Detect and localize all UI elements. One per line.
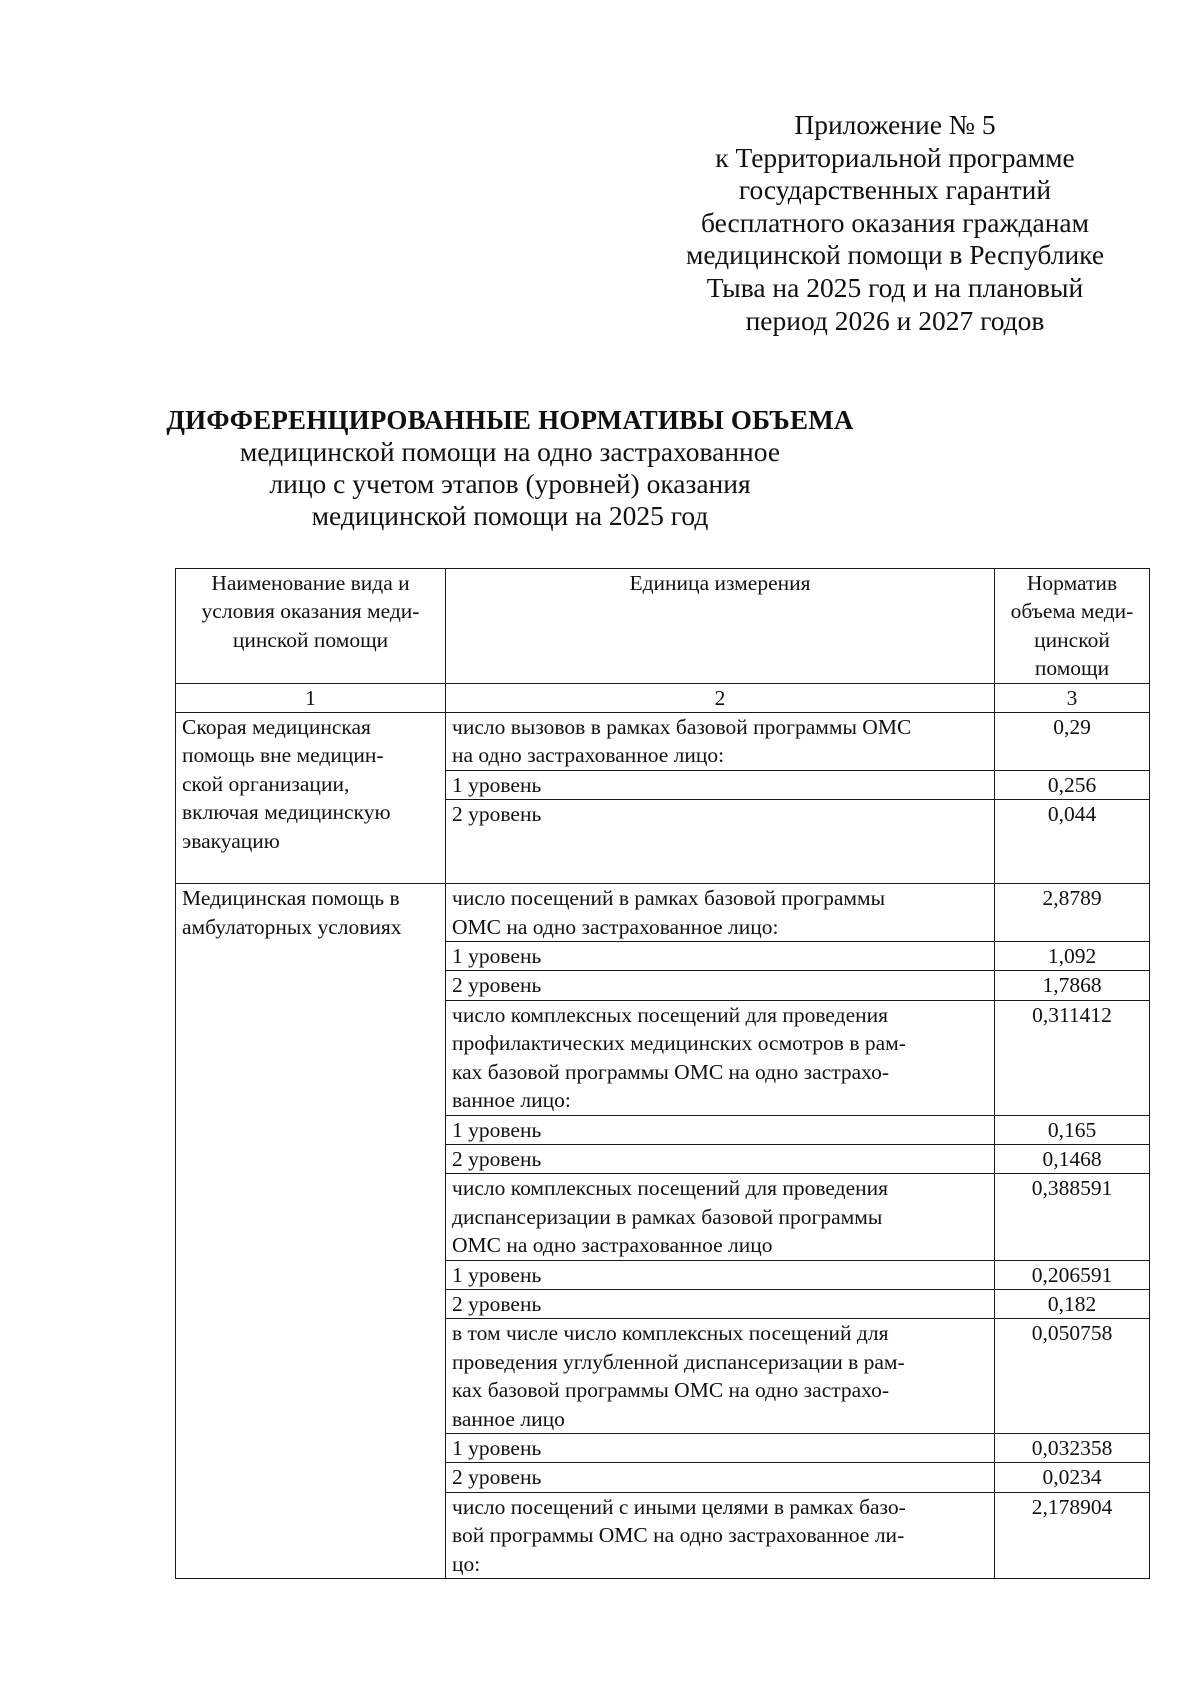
unit-cell: 1 уровень — [446, 770, 995, 799]
unit-cell: 2 уровень — [446, 800, 995, 884]
unit-cell: в том числе число комплексных посещений для проведения углубленной диспансеризации в рам- ках базовой программы ОМС на одно застрахо- ванное лицо — [446, 1319, 995, 1434]
unit-cell: 2 уровень — [446, 1144, 995, 1173]
column-number-row — [176, 683, 1150, 712]
appendix-line: Тыва на 2025 год и на плановый — [706, 271, 1084, 303]
appendix-line: период 2026 и 2027 годов — [745, 304, 1045, 336]
unit-cell: число комплексных посещений для проведения профилактических медицинских осмотров в рам- ках базовой программы ОМС на одно застрахо- ванное лицо: — [446, 1000, 995, 1115]
table-row — [176, 884, 1150, 942]
value-cell: 0,388591 — [995, 1174, 1150, 1260]
unit-cell: число вызовов в рамках базовой программы ОМС на одно застрахованное лицо: — [446, 713, 995, 771]
norms-table — [175, 568, 1150, 1579]
unit-cell: число посещений в рамках базовой программы ОМС на одно застрахованное лицо: — [446, 884, 995, 942]
header-row — [176, 569, 1150, 684]
unit-cell: 2 уровень — [446, 1289, 995, 1318]
value-cell: 1,7868 — [995, 971, 1150, 1000]
value-cell: 0,0234 — [995, 1463, 1150, 1492]
unit-cell: 1 уровень — [446, 1115, 995, 1144]
value-cell: 0,165 — [995, 1115, 1150, 1144]
unit-cell: число комплексных посещений для проведения диспансеризации в рамках базовой программы ОМС на одно застрахованное лицо — [446, 1174, 995, 1260]
unit-cell: число посещений с иными целями в рамках базо- вой программы ОМС на одно застрахованное ли- цо: — [446, 1492, 995, 1578]
value-cell: 1,092 — [995, 942, 1150, 971]
unit-cell: 1 уровень — [446, 1433, 995, 1462]
appendix-line: Приложение № 5 — [794, 109, 996, 140]
unit-cell: 1 уровень — [446, 1260, 995, 1289]
appendix-line: государственных гарантий — [738, 174, 1052, 206]
unit-cell: 2 уровень — [446, 971, 995, 1000]
document-title — [150, 404, 870, 532]
value-cell: 0,044 — [995, 800, 1150, 884]
value-cell: 0,182 — [995, 1289, 1150, 1318]
column-number: 1 — [176, 683, 446, 712]
table-row — [176, 713, 1150, 771]
subtitle-line: лицо с учетом этапов (уровней) оказания — [269, 468, 751, 499]
unit-cell: 1 уровень — [446, 942, 995, 971]
header-norm: Норматив объема меди- цинской помощи — [995, 569, 1150, 684]
appendix-header — [600, 109, 1190, 337]
value-cell: 2,178904 — [995, 1492, 1150, 1578]
appendix-line: бесплатного оказания гражданам — [700, 206, 1090, 238]
main-title: ДИФФЕРЕНЦИРОВАННЫЕ НОРМАТИВЫ ОБЪЕМА — [166, 405, 854, 435]
care-type-outpatient: Медицинская помощь в амбулаторных условиях — [176, 884, 446, 1579]
header-type-of-care: Наименование вида и условия оказания меди- цинской помощи — [176, 569, 446, 684]
value-cell: 0,311412 — [995, 1000, 1150, 1115]
unit-cell: 2 уровень — [446, 1463, 995, 1492]
value-cell: 0,050758 — [995, 1319, 1150, 1434]
value-cell: 0,1468 — [995, 1144, 1150, 1173]
header-unit: Единица измерения — [446, 569, 995, 684]
value-cell: 0,032358 — [995, 1433, 1150, 1462]
column-number: 2 — [446, 683, 995, 712]
value-cell: 2,8789 — [995, 884, 1150, 942]
appendix-line: медицинской помощи в Республике — [685, 239, 1105, 271]
value-cell: 0,29 — [995, 713, 1150, 771]
care-type-emergency: Скорая медицинская помощь вне медицин- ской организации, включая медицинскую эвакуацию — [176, 713, 446, 884]
column-number: 3 — [995, 683, 1150, 712]
value-cell: 0,256 — [995, 770, 1150, 799]
subtitle-line: медицинской помощи на одно застрахованное — [239, 436, 781, 467]
value-cell: 0,206591 — [995, 1260, 1150, 1289]
appendix-line: к Территориальной программе — [715, 141, 1075, 173]
subtitle-line: медицинской помощи на 2025 год — [311, 500, 709, 531]
